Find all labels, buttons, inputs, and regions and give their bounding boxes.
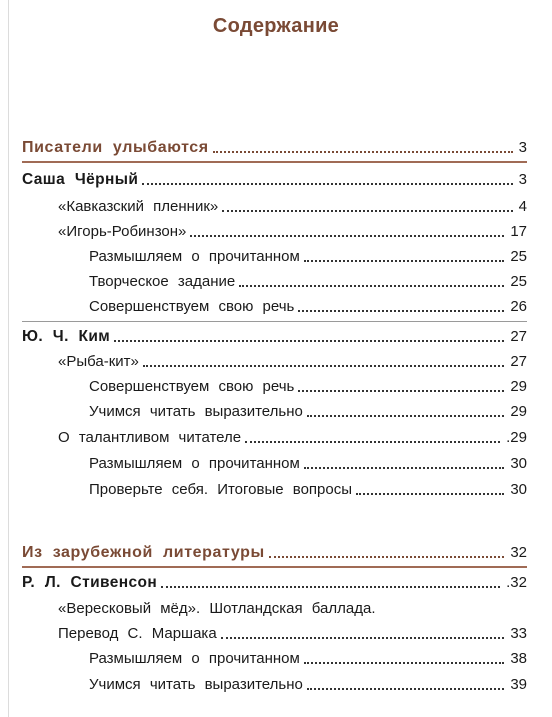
toc-subentry-reflect-3[interactable] (89, 649, 527, 669)
toc-author-kim[interactable] (22, 327, 527, 347)
toc-entry-ryba-kit[interactable] (58, 352, 527, 372)
toc-entry-text: Совершенствуем свою речь (89, 298, 295, 315)
toc-subentry-check-yourself[interactable] (89, 480, 527, 500)
toc-page-number: 25 (510, 273, 527, 290)
dot-leader (239, 285, 504, 287)
toc-section-foreign-literature[interactable] (22, 543, 527, 563)
author-divider (22, 321, 527, 322)
toc-entry-text: Ю. Ч. Ким (22, 328, 111, 345)
toc-entry-text: О талантливом читателе (58, 429, 242, 446)
dot-leader (304, 662, 504, 664)
toc-subentry-read-expressively[interactable] (89, 402, 527, 422)
toc-page-number: 30 (510, 455, 527, 472)
dot-leader (298, 310, 504, 312)
section-divider (22, 566, 527, 568)
toc-page-number: 3 (518, 171, 527, 188)
dot-leader (142, 183, 512, 185)
toc-subentry-creative-task[interactable] (89, 272, 527, 292)
page-title: Содержание (212, 15, 340, 37)
dot-leader (222, 210, 512, 212)
toc-page-number: 27 (510, 328, 527, 345)
toc-entry-text: Учимся читать выразительно (89, 403, 303, 420)
toc-page-number: 25 (510, 248, 527, 265)
dot-leader (307, 415, 504, 417)
toc-subentry-improve-speech-2[interactable] (89, 377, 527, 397)
dot-leader (143, 365, 504, 367)
toc-page-number: 26 (510, 298, 527, 315)
toc-entry-text: Творческое задание (89, 273, 236, 290)
toc-entry-text: Саша Чёрный (22, 171, 139, 188)
toc-page-number: 27 (510, 353, 527, 370)
toc-entry-text: Совершенствуем свою речь (89, 378, 295, 395)
section-divider (22, 161, 527, 163)
toc-entry-talented-reader[interactable] (58, 428, 527, 448)
dot-leader (213, 151, 513, 153)
toc-entry-text: Размышляем о прочитанном (89, 248, 300, 265)
toc-entry-text: «Рыба-кит» (58, 353, 139, 370)
toc-entry-text: Р. Л. Стивенсон (22, 574, 158, 591)
toc-page-number: .29 (506, 429, 527, 446)
toc-entry-text: «Игорь-Робинзон» (58, 223, 187, 240)
toc-page-number: 17 (510, 223, 527, 240)
toc-entry-igor-robinzon[interactable] (58, 222, 527, 242)
dot-leader (114, 340, 504, 342)
toc-page-number: 32 (510, 544, 527, 561)
dot-leader (304, 467, 504, 469)
toc-entry-text: Размышляем о прочитанном (89, 455, 300, 472)
toc-section-writers-smile[interactable] (22, 138, 527, 158)
dot-leader (245, 441, 500, 443)
toc-entry-text: Проверьте себя. Итоговые вопросы (89, 481, 352, 498)
toc-page-number: 3 (518, 139, 527, 156)
toc-subentry-improve-speech[interactable] (89, 297, 527, 317)
dot-leader (161, 586, 500, 588)
toc-entry-text: «Кавказский пленник» (58, 198, 219, 215)
dot-leader (190, 235, 504, 237)
toc-page-number: .32 (506, 574, 527, 591)
toc-subentry-reflect-2[interactable] (89, 454, 527, 474)
toc-page-number: 39 (510, 676, 527, 693)
toc-author-sasha-chyorny[interactable] (22, 170, 527, 190)
toc-entry-text: «Вересковый мёд». Шотландская баллада. (58, 600, 376, 617)
toc-page-number: 33 (510, 625, 527, 642)
toc-entry-text: Писатели улыбаются (22, 139, 209, 156)
toc-entry-text: Размышляем о прочитанном (89, 650, 300, 667)
toc-subentry-reflect[interactable] (89, 247, 527, 267)
toc-entry-heather-ale[interactable] (58, 599, 527, 619)
toc-entry-translation-marshak[interactable] (58, 624, 527, 644)
toc-page-number: 30 (510, 481, 527, 498)
toc-entry-kavkazsky-plennik[interactable] (58, 197, 527, 217)
dot-leader (221, 637, 505, 639)
dot-leader (356, 493, 504, 495)
toc-page-number: 4 (518, 198, 527, 215)
toc-entry-text: Перевод С. Маршака (58, 625, 217, 642)
toc-author-stevenson[interactable] (22, 573, 527, 593)
toc-page-number: 29 (510, 403, 527, 420)
dot-leader (304, 260, 504, 262)
toc-entry-text: Учимся читать выразительно (89, 676, 303, 693)
page-edge (8, 0, 9, 717)
dot-leader (269, 556, 505, 558)
toc-entry-text: Из зарубежной литературы (22, 544, 265, 561)
toc-subentry-read-expressively-2[interactable] (89, 675, 527, 695)
toc-page-number: 29 (510, 378, 527, 395)
dot-leader (298, 390, 504, 392)
dot-leader (307, 688, 504, 690)
toc-page-number: 38 (510, 650, 527, 667)
